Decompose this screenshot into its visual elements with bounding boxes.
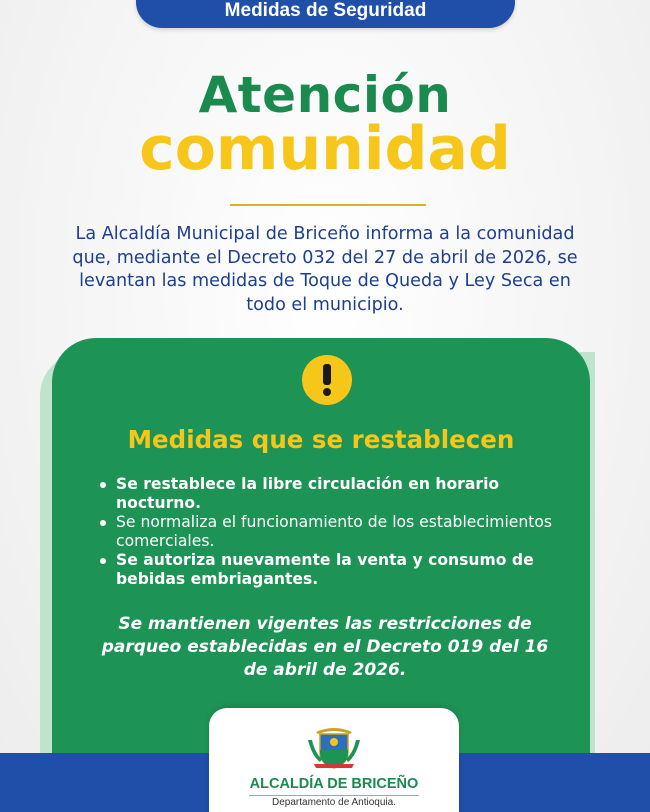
title-line-2: comunidad (139, 114, 511, 184)
list-item: Se autoriza nuevamente la venta y consumo de bebidas embriagantes. (98, 551, 568, 589)
measures-list (98, 475, 568, 589)
logo-name: ALCALDÍA DE BRICEÑO (249, 776, 419, 792)
logo-divider (249, 795, 419, 796)
list-item: Se restablece la libre circulación en horario nocturno. (98, 475, 568, 513)
card-title: Medidas que se restablecen (127, 425, 515, 454)
municipal-crest-icon (304, 726, 364, 770)
exclamation-icon (302, 355, 352, 405)
parking-note: Se mantienen vigentes las restricciones de parqueo establecidas en el Decreto 019 del 16 de abril de 2026. (101, 614, 549, 680)
intro-paragraph: La Alcaldía Municipal de Briceño informa a la comunidad que, mediante el Decreto 032 del 27 de abril de 2026, se levantan las medidas de Toque de Queda y Ley Seca en todo el municipio. (72, 224, 578, 315)
list-item: Se normaliza el funcionamiento de los establecimientos comerciales. (98, 513, 568, 551)
section-tag-label: Medidas de Seguridad (224, 0, 427, 21)
logo-subtitle: Departamento de Antioquia. (272, 797, 396, 808)
title-divider (230, 204, 426, 206)
section-tag (136, 0, 515, 28)
logo-box (209, 708, 459, 812)
title-line-1: Atención (198, 66, 452, 124)
